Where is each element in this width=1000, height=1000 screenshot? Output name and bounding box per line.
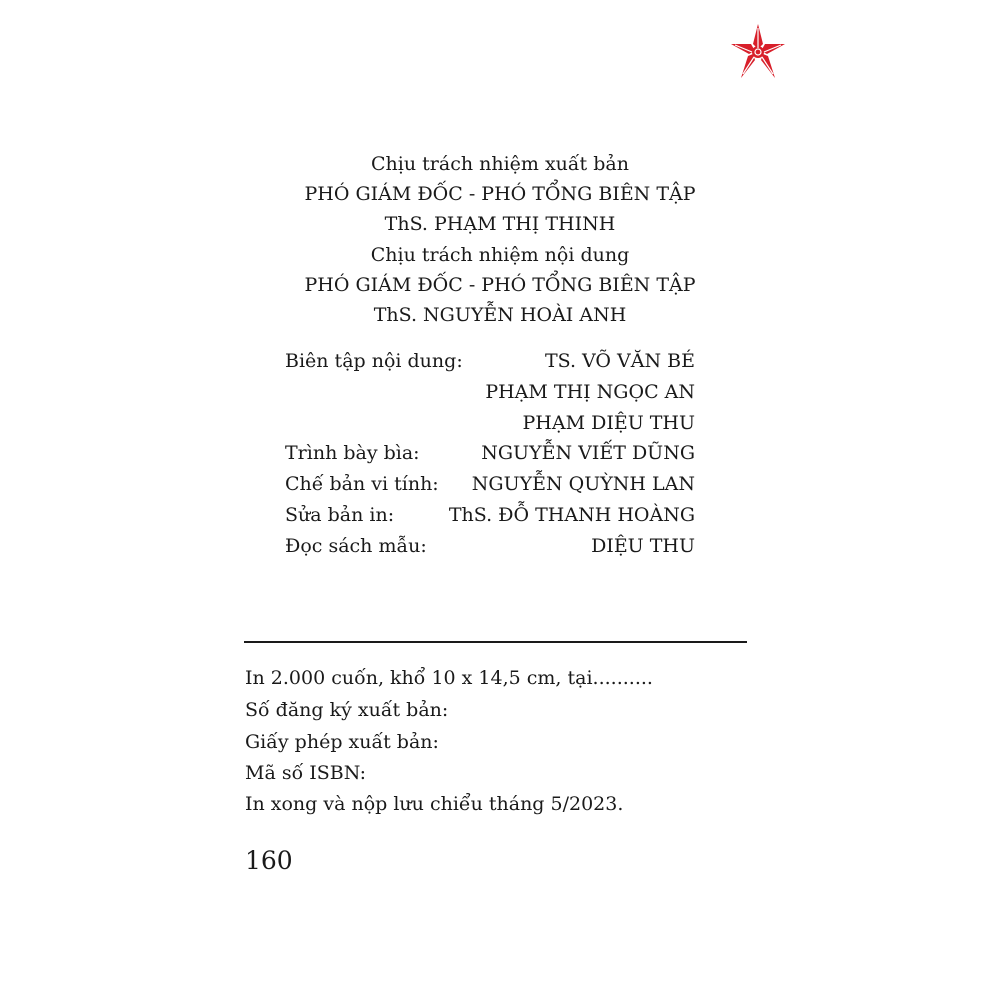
content-responsibility-title: Chịu trách nhiệm nội dung	[370, 244, 630, 266]
credit-value-typesetting: NGUYỄN QUỲNH LAN	[471, 473, 695, 495]
credit-value-sample-reading: DIỆU THU	[591, 535, 695, 557]
content-responsibility-role: PHÓ GIÁM ĐỐC - PHÓ TỔNG BIÊN TẬP	[304, 274, 696, 296]
credit-value-cover-design: NGUYỄN VIẾT DŨNG	[481, 442, 695, 464]
credit-value-content-editor-1: TS. VÕ VĂN BÉ	[544, 350, 695, 372]
publishing-responsibility-role: PHÓ GIÁM ĐỐC - PHÓ TỔNG BIÊN TẬP	[304, 183, 696, 205]
credit-label-proofreading: Sửa bản in:	[285, 504, 395, 526]
page-number: 160	[245, 846, 293, 875]
credit-label-typesetting: Chế bản vi tính:	[285, 473, 439, 495]
publishing-responsibility-title: Chịu trách nhiệm xuất bản	[371, 153, 629, 175]
publishing-responsibility-person: ThS. PHẠM THỊ THINH	[384, 213, 616, 235]
imprint-registration-number: Số đăng ký xuất bản:	[245, 699, 449, 721]
credit-label-cover-design: Trình bày bìa:	[285, 442, 420, 464]
imprint-isbn: Mã số ISBN:	[245, 762, 367, 784]
divider-rule	[244, 641, 747, 643]
imprint-deposit-date: In xong và nộp lưu chiểu tháng 5/2023.	[245, 793, 624, 815]
imprint-publishing-license: Giấy phép xuất bản:	[245, 731, 439, 753]
content-responsibility-person: ThS. NGUYỄN HOÀI ANH	[373, 304, 627, 326]
credit-value-content-editor-2: PHẠM THỊ NGỌC AN	[485, 381, 695, 403]
credit-label-sample-reading: Đọc sách mẫu:	[285, 535, 427, 557]
credit-value-proofreading: ThS. ĐỖ THANH HOÀNG	[448, 504, 695, 526]
credit-value-content-editor-3: PHẠM DIỆU THU	[522, 412, 695, 434]
publisher-star-logo-icon	[728, 22, 788, 82]
credit-label-content-editor: Biên tập nội dung:	[285, 350, 463, 372]
imprint-print-run: In 2.000 cuốn, khổ 10 x 14,5 cm, tại..........	[245, 667, 653, 689]
